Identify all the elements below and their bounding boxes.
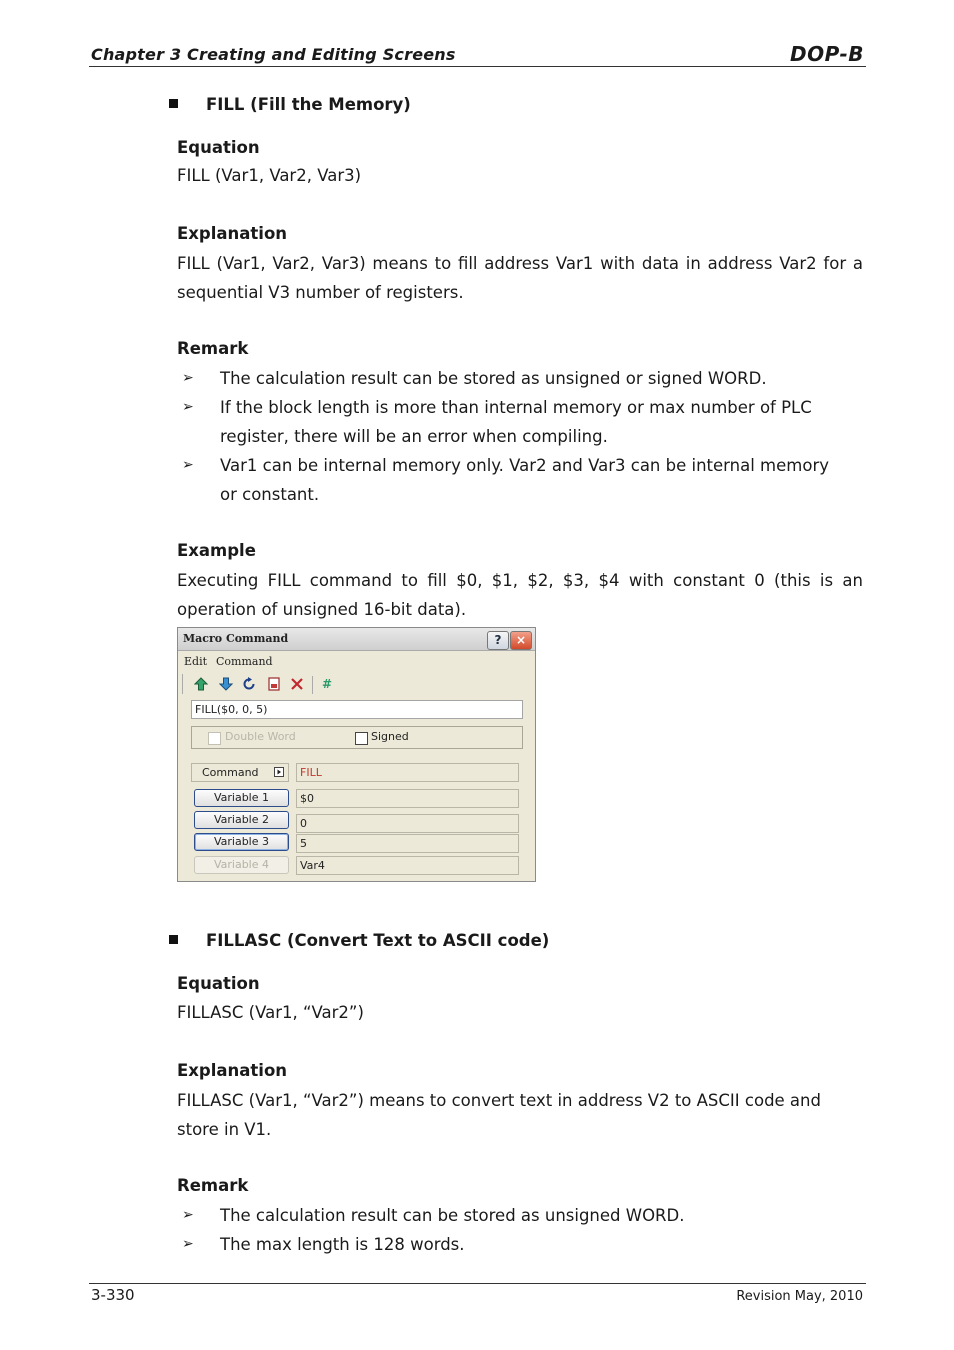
- variable-3-button[interactable]: Variable 3: [194, 833, 289, 851]
- variable-1-button[interactable]: Variable 1: [194, 789, 289, 807]
- help-button[interactable]: ?: [487, 631, 509, 650]
- explanation-label: Explanation: [177, 224, 288, 243]
- close-button[interactable]: ×: [510, 631, 532, 650]
- remark-bullet-icon: ➢: [182, 399, 194, 415]
- variable-1-field[interactable]: $0: [296, 789, 519, 808]
- expression-field[interactable]: FILL($0, 0, 5): [191, 700, 523, 719]
- command-label: Command: [202, 766, 259, 779]
- toolbar-separator: [312, 676, 313, 694]
- page-header-title: Chapter 3 Creating and Editing Screens: [91, 45, 456, 64]
- double-word-checkbox: [208, 732, 221, 745]
- equation-text: FILLASC (Var1, “Var2”): [177, 1003, 364, 1022]
- section-bullet: [169, 99, 178, 108]
- remark-item: If the block length is more than internal memory or max number of PLC register, there will be an error when compiling.: [220, 398, 812, 446]
- options-group: [191, 726, 523, 749]
- example-text: Executing FILL command to fill $0, $1, $2, $3, $4 with constant 0 (this is an operation of unsigned 16-bit data).: [177, 571, 863, 619]
- toolbar-separator: [182, 674, 183, 694]
- dialog-titlebar: [178, 628, 535, 651]
- brand-logo: DOP-B: [790, 42, 864, 66]
- page-number: 3-330: [91, 1286, 135, 1304]
- remark-bullet-icon: ➢: [182, 457, 194, 473]
- remark-bullet-icon: ➢: [182, 370, 194, 386]
- revision-text: Revision May, 2010: [736, 1289, 863, 1304]
- variable-2-button[interactable]: Variable 2: [194, 811, 289, 829]
- save-icon[interactable]: [267, 677, 281, 691]
- explanation-text: FILL (Var1, Var2, Var3) means to fill address Var1 with data in address Var2 for a sequential V3 number of registers.: [177, 254, 863, 302]
- variable-4-button: Variable 4: [194, 856, 289, 874]
- explanation-text: FILLASC (Var1, “Var2”) means to convert text in address V2 to ASCII code and store in V1.: [177, 1091, 821, 1139]
- macro-command-dialog: [177, 627, 536, 882]
- remark-item: The calculation result can be stored as unsigned WORD.: [220, 1206, 685, 1225]
- arrow-up-icon[interactable]: [194, 677, 208, 691]
- example-label: Example: [177, 541, 256, 560]
- menu-edit[interactable]: Edit: [184, 655, 208, 668]
- remark-item: The calculation result can be stored as unsigned or signed WORD.: [220, 369, 767, 388]
- remark-label: Remark: [177, 1176, 249, 1195]
- remark-label: Remark: [177, 339, 249, 358]
- remark-bullet-icon: ➢: [182, 1207, 194, 1223]
- equation-label: Equation: [177, 974, 260, 993]
- command-selector[interactable]: [191, 763, 289, 782]
- variable-2-field[interactable]: 0: [296, 814, 519, 833]
- command-value-field: FILL: [296, 763, 519, 782]
- remark-bullet-icon: ➢: [182, 1236, 194, 1252]
- refresh-icon[interactable]: [242, 677, 256, 691]
- header-divider: [89, 66, 866, 67]
- equation-text: FILL (Var1, Var2, Var3): [177, 166, 362, 185]
- explanation-label: Explanation: [177, 1061, 288, 1080]
- hash-icon[interactable]: #: [322, 677, 333, 691]
- remark-item: Var1 can be internal memory only. Var2 and Var3 can be internal memory or constant.: [220, 456, 830, 504]
- variable-4-field: Var4: [296, 856, 519, 875]
- footer-divider: [89, 1283, 866, 1284]
- dialog-title: Macro Command: [183, 632, 289, 645]
- delete-icon[interactable]: [290, 677, 304, 691]
- double-word-label: Double Word: [225, 730, 296, 743]
- variable-3-field[interactable]: 5: [296, 834, 519, 853]
- section-bullet: [169, 935, 178, 944]
- signed-label: Signed: [371, 730, 409, 743]
- section-title-fill: FILL (Fill the Memory): [206, 95, 411, 114]
- signed-checkbox[interactable]: [355, 732, 368, 745]
- menu-command[interactable]: Command: [216, 655, 273, 668]
- equation-label: Equation: [177, 138, 260, 157]
- expand-icon[interactable]: [274, 767, 284, 777]
- section-title-fillasc: FILLASC (Convert Text to ASCII code): [206, 931, 550, 950]
- arrow-down-icon[interactable]: [219, 677, 233, 691]
- remark-item: The max length is 128 words.: [220, 1235, 465, 1254]
